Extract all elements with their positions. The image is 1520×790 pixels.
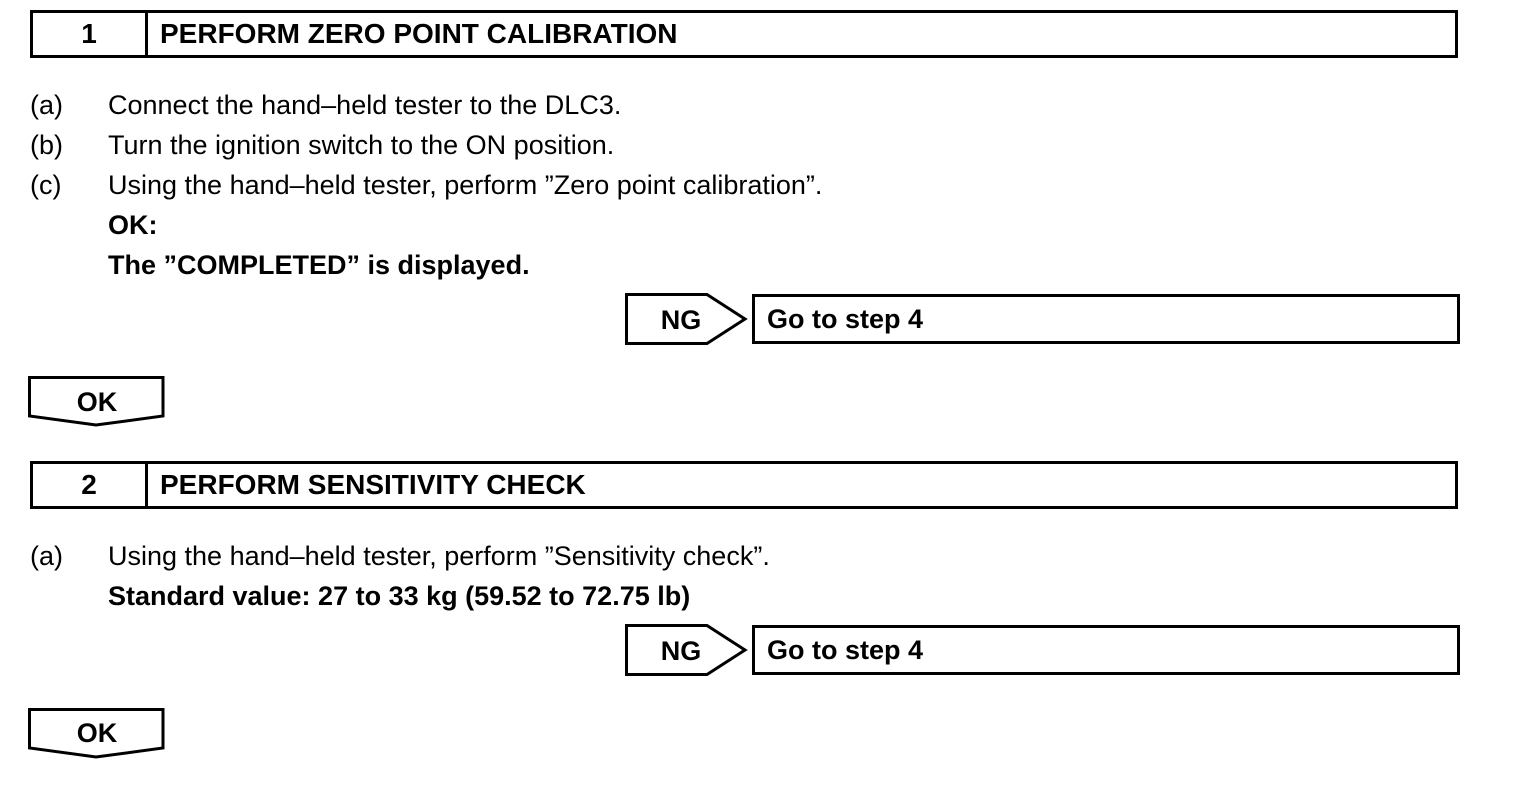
step-1-ng-action: Go to step 4	[767, 303, 924, 334]
step-1-result-heading: OK:	[108, 210, 158, 240]
step-2-standard-value: Standard value: 27 to 33 kg (59.52 to 72.75 lb)	[108, 581, 691, 611]
step-1-item-b-text: Turn the ignition switch to the ON position.	[108, 130, 615, 160]
step-2-ng-goto	[752, 625, 1460, 675]
step-2-ng-action: Go to step 4	[767, 634, 924, 665]
step-1-ng-label: NG	[660, 305, 702, 335]
step-2-ng-arrow	[625, 624, 749, 676]
step-2-ok-label: OK	[76, 718, 118, 748]
step-1-number: 1	[33, 13, 148, 55]
step-1-ng-arrow	[625, 293, 749, 345]
step-2-item-a-text: Using the hand–held tester, perform ”Sensitivity check”.	[108, 541, 770, 571]
step-2-item-a-label: (a)	[30, 541, 63, 571]
step-1-item-b-label: (b)	[30, 130, 63, 160]
step-1-item-c-label: (c)	[30, 170, 62, 200]
step-1-item-a-label: (a)	[30, 90, 63, 120]
step-1-item-c-text: Using the hand–held tester, perform ”Zero point calibration”.	[108, 170, 823, 200]
step-1-item-a-text: Connect the hand–held tester to the DLC3.	[108, 90, 622, 120]
step-2-number: 2	[33, 464, 148, 506]
step-1-ng-goto	[752, 294, 1460, 344]
step-1-title: PERFORM ZERO POINT CALIBRATION	[160, 18, 678, 49]
step-2-ng-label: NG	[660, 636, 702, 666]
step-2-title: PERFORM SENSITIVITY CHECK	[160, 469, 586, 500]
step-1-header	[30, 10, 1458, 58]
step-1-ok-label: OK	[76, 387, 118, 417]
step-1-result-text: The ”COMPLETED” is displayed.	[108, 250, 530, 280]
step-2-header	[30, 461, 1458, 509]
